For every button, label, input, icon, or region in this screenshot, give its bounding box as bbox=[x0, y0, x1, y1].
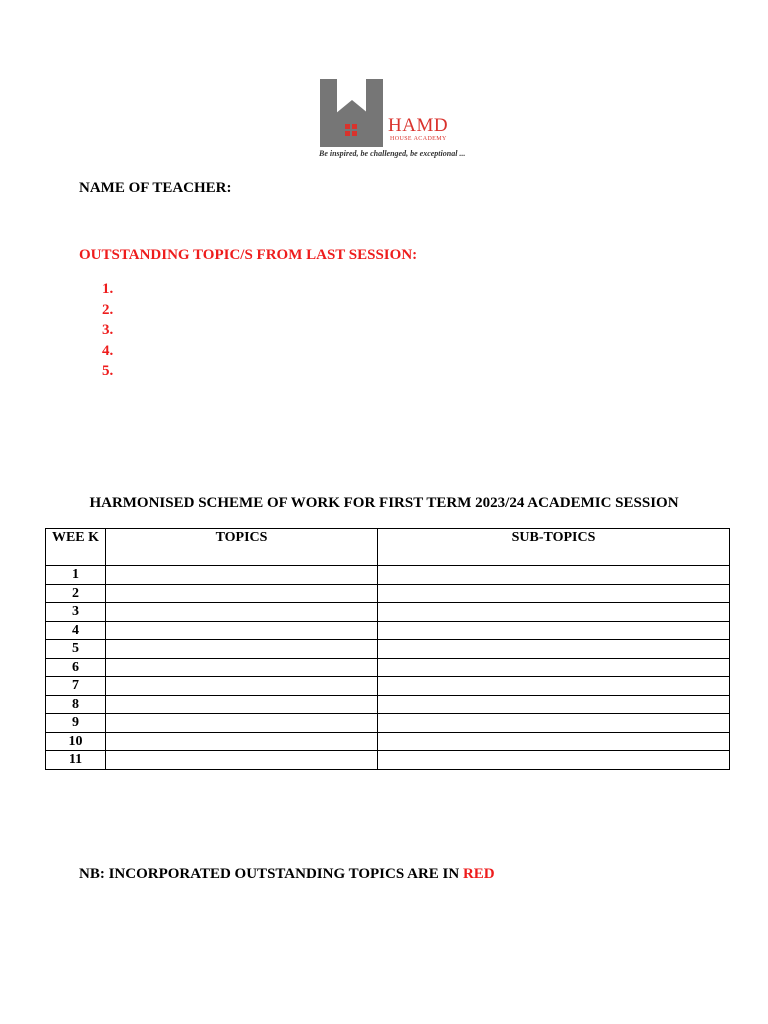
outstanding-topics-list bbox=[102, 279, 113, 382]
table-row bbox=[46, 751, 730, 770]
subtopic-cell bbox=[378, 584, 730, 603]
subtopics-column-header: SUB-TOPICS bbox=[378, 529, 730, 566]
logo-subtitle: HOUSE ACADEMY bbox=[390, 136, 447, 142]
table-row bbox=[46, 566, 730, 585]
list-item: 4. bbox=[102, 342, 114, 359]
topic-cell bbox=[106, 621, 378, 640]
list-item: 1. bbox=[102, 281, 114, 297]
logo-tagline: Be inspired, be challenged, be exceptional ... bbox=[319, 149, 466, 158]
topic-cell bbox=[106, 658, 378, 677]
table-row bbox=[46, 658, 730, 677]
scheme-title: HARMONISED SCHEME OF WORK FOR FIRST TERM 2023/24 ACADEMIC SESSION bbox=[89, 495, 679, 511]
subtopic-cell bbox=[378, 566, 730, 585]
week-cell: 3 bbox=[46, 603, 106, 622]
table-row bbox=[46, 621, 730, 640]
topic-cell bbox=[106, 751, 378, 770]
table-row bbox=[46, 714, 730, 733]
table-row bbox=[46, 695, 730, 714]
list-item: 3. bbox=[102, 322, 114, 339]
logo-name: HAMD bbox=[388, 115, 449, 136]
week-cell: 5 bbox=[46, 640, 106, 659]
topic-cell bbox=[106, 640, 378, 659]
list-item: 5. bbox=[102, 363, 114, 380]
subtopic-cell bbox=[378, 658, 730, 677]
list-item: 2. bbox=[102, 301, 114, 318]
table-header-row bbox=[46, 529, 730, 566]
subtopic-cell bbox=[378, 751, 730, 770]
table-row bbox=[46, 584, 730, 603]
footnote-text: NB: INCORPORATED OUTSTANDING TOPICS ARE IN bbox=[79, 866, 463, 882]
topics-column-header: TOPICS bbox=[106, 529, 378, 566]
subtopic-cell bbox=[378, 603, 730, 622]
topic-cell bbox=[106, 677, 378, 696]
table-row bbox=[46, 603, 730, 622]
topic-cell bbox=[106, 603, 378, 622]
week-cell: 8 bbox=[46, 695, 106, 714]
week-column-header: WEE K bbox=[46, 529, 106, 566]
week-cell: 10 bbox=[46, 732, 106, 751]
table-row bbox=[46, 640, 730, 659]
topic-cell bbox=[106, 584, 378, 603]
week-cell: 4 bbox=[46, 621, 106, 640]
academy-logo bbox=[318, 76, 466, 164]
week-cell: 1 bbox=[46, 566, 106, 585]
week-cell: 6 bbox=[46, 658, 106, 677]
week-cell: 7 bbox=[46, 677, 106, 696]
week-cell: 9 bbox=[46, 714, 106, 733]
week-cell: 2 bbox=[46, 584, 106, 603]
subtopic-cell bbox=[378, 695, 730, 714]
subtopic-cell bbox=[378, 640, 730, 659]
house-h-logo-icon bbox=[318, 76, 388, 148]
outstanding-topics-heading: OUTSTANDING TOPIC/S FROM LAST SESSION: bbox=[79, 247, 418, 263]
topic-cell bbox=[106, 732, 378, 751]
subtopic-cell bbox=[378, 621, 730, 640]
topic-cell bbox=[106, 714, 378, 733]
teacher-name-label: NAME OF TEACHER: bbox=[79, 180, 232, 196]
footnote bbox=[79, 866, 495, 883]
table-row bbox=[46, 677, 730, 696]
subtopic-cell bbox=[378, 714, 730, 733]
topic-cell bbox=[106, 695, 378, 714]
subtopic-cell bbox=[378, 677, 730, 696]
topic-cell bbox=[106, 566, 378, 585]
week-cell: 11 bbox=[46, 751, 106, 770]
footnote-highlight: RED bbox=[462, 866, 495, 882]
table-row bbox=[46, 732, 730, 751]
subtopic-cell bbox=[378, 732, 730, 751]
scheme-table bbox=[45, 528, 730, 770]
